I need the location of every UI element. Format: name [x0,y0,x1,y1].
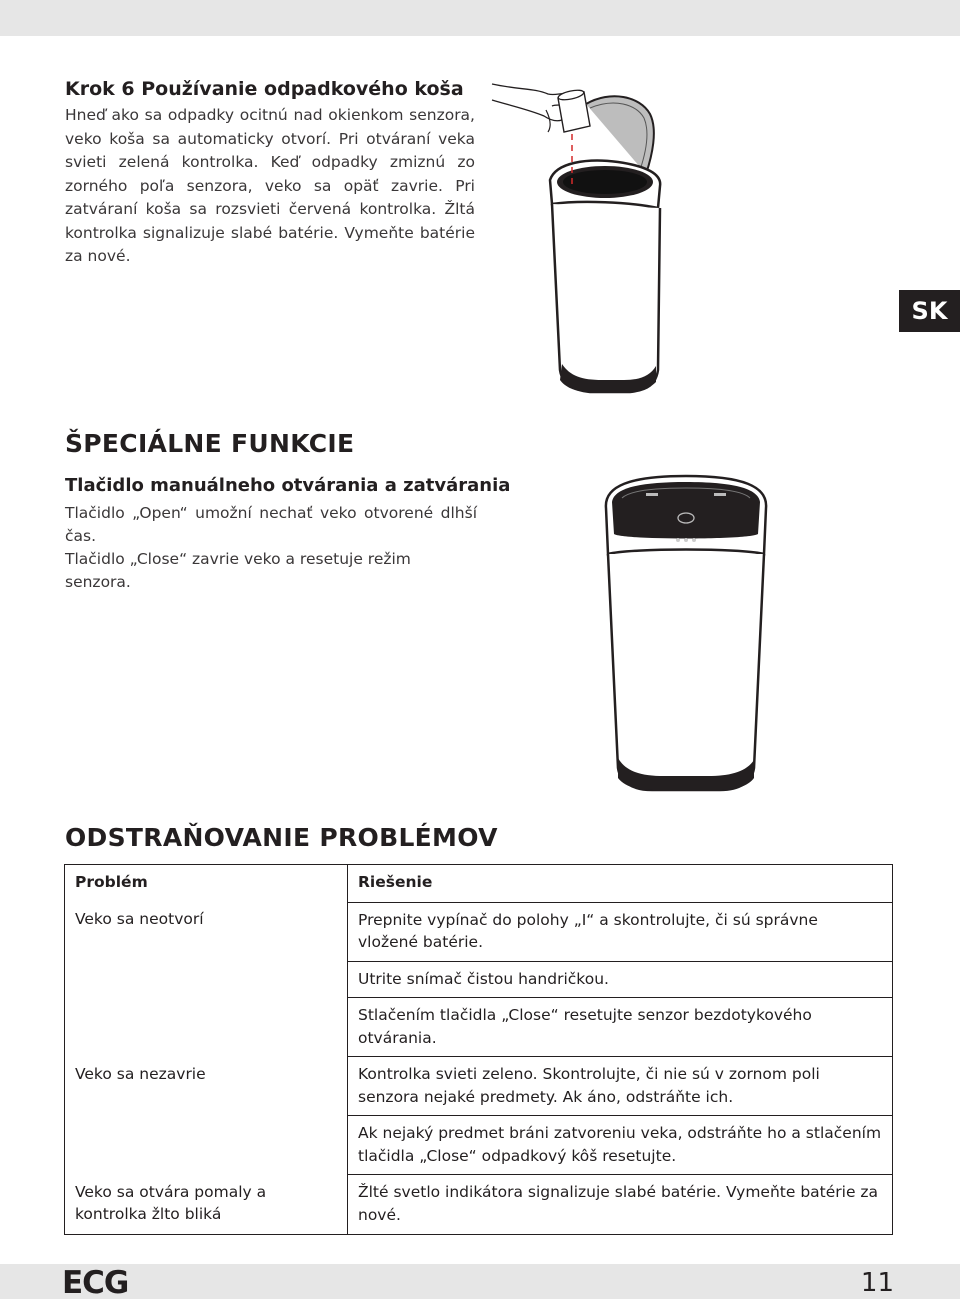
problem-cell: Veko sa nezavrie [65,1057,348,1175]
troubleshooting-title: ODSTRAŇOVANIE PROBLÉMOV [65,823,498,852]
language-tab: SK [899,290,960,332]
close-button-description: Tlačidlo „Close“ zavrie veko a resetuje režim senzora. [65,550,411,591]
table-row [65,1175,893,1235]
troubleshooting-table [64,864,893,1235]
special-functions-title: ŠPECIÁLNE FUNKCIE [65,429,355,458]
table-row [65,1057,893,1116]
table-header-row [65,865,893,903]
solution-cell: Ak nejaký predmet bráni zatvoreniu veka, odstráňte ho a stlačením tlačidla „Close“ odpadkový kôš resetujte. [348,1116,893,1175]
step-title: Krok 6 Používanie odpadkového koša [65,78,464,100]
problem-cell: Veko sa neotvorí [65,902,348,1057]
table-row [65,902,893,961]
footer-bar [0,1264,960,1299]
brand-logo: ECG [62,1265,129,1301]
top-bar [0,0,960,36]
open-bin-illustration [490,70,670,400]
open-button-description: Tlačidlo „Open“ umožní nechať veko otvorené dlhší čas. [65,504,477,545]
solution-cell: Stlačením tlačidla „Close“ resetujte senzor bezdotykového otvárania. [348,998,893,1057]
step-text: Hneď ako sa odpadky ocitnú nad okienkom senzora, veko koša sa automaticky otvorí. Pri otváraní veka svieti zelená kontrolka. Keď odpadky zmiznú zo zorného poľa senzora, veko sa opäť zavrie. Pri zatváraní koša sa rozsvieti červená kontrolka. Žltá kontrolka signalizuje slabé batérie. Vymeňte batérie za nové. [65,106,475,265]
problem-column-header: Problém [65,865,348,903]
page-number: 11 [860,1268,894,1298]
special-text [65,502,477,594]
problem-cell: Veko sa otvára pomaly a kontrolka žlto bliká [65,1175,348,1235]
closed-bin-illustration [600,468,772,798]
solution-column-header: Riešenie [348,865,893,903]
solution-cell: Žlté svetlo indikátora signalizuje slabé batérie. Vymeňte batérie za nové. [358,1183,879,1224]
solution-cell: Utrite snímač čistou handričkou. [348,961,893,998]
solution-cell: Kontrolka svieti zeleno. Skontrolujte, či nie sú v zornom poli senzora nejaké predmety. Ak áno, odstráňte ich. [348,1057,893,1116]
special-subtitle: Tlačidlo manuálneho otvárania a zatvárania [65,475,511,496]
solution-cell: Prepnite vypínač do polohy „I“ a skontrolujte, či sú správne vložené batérie. [348,902,893,961]
